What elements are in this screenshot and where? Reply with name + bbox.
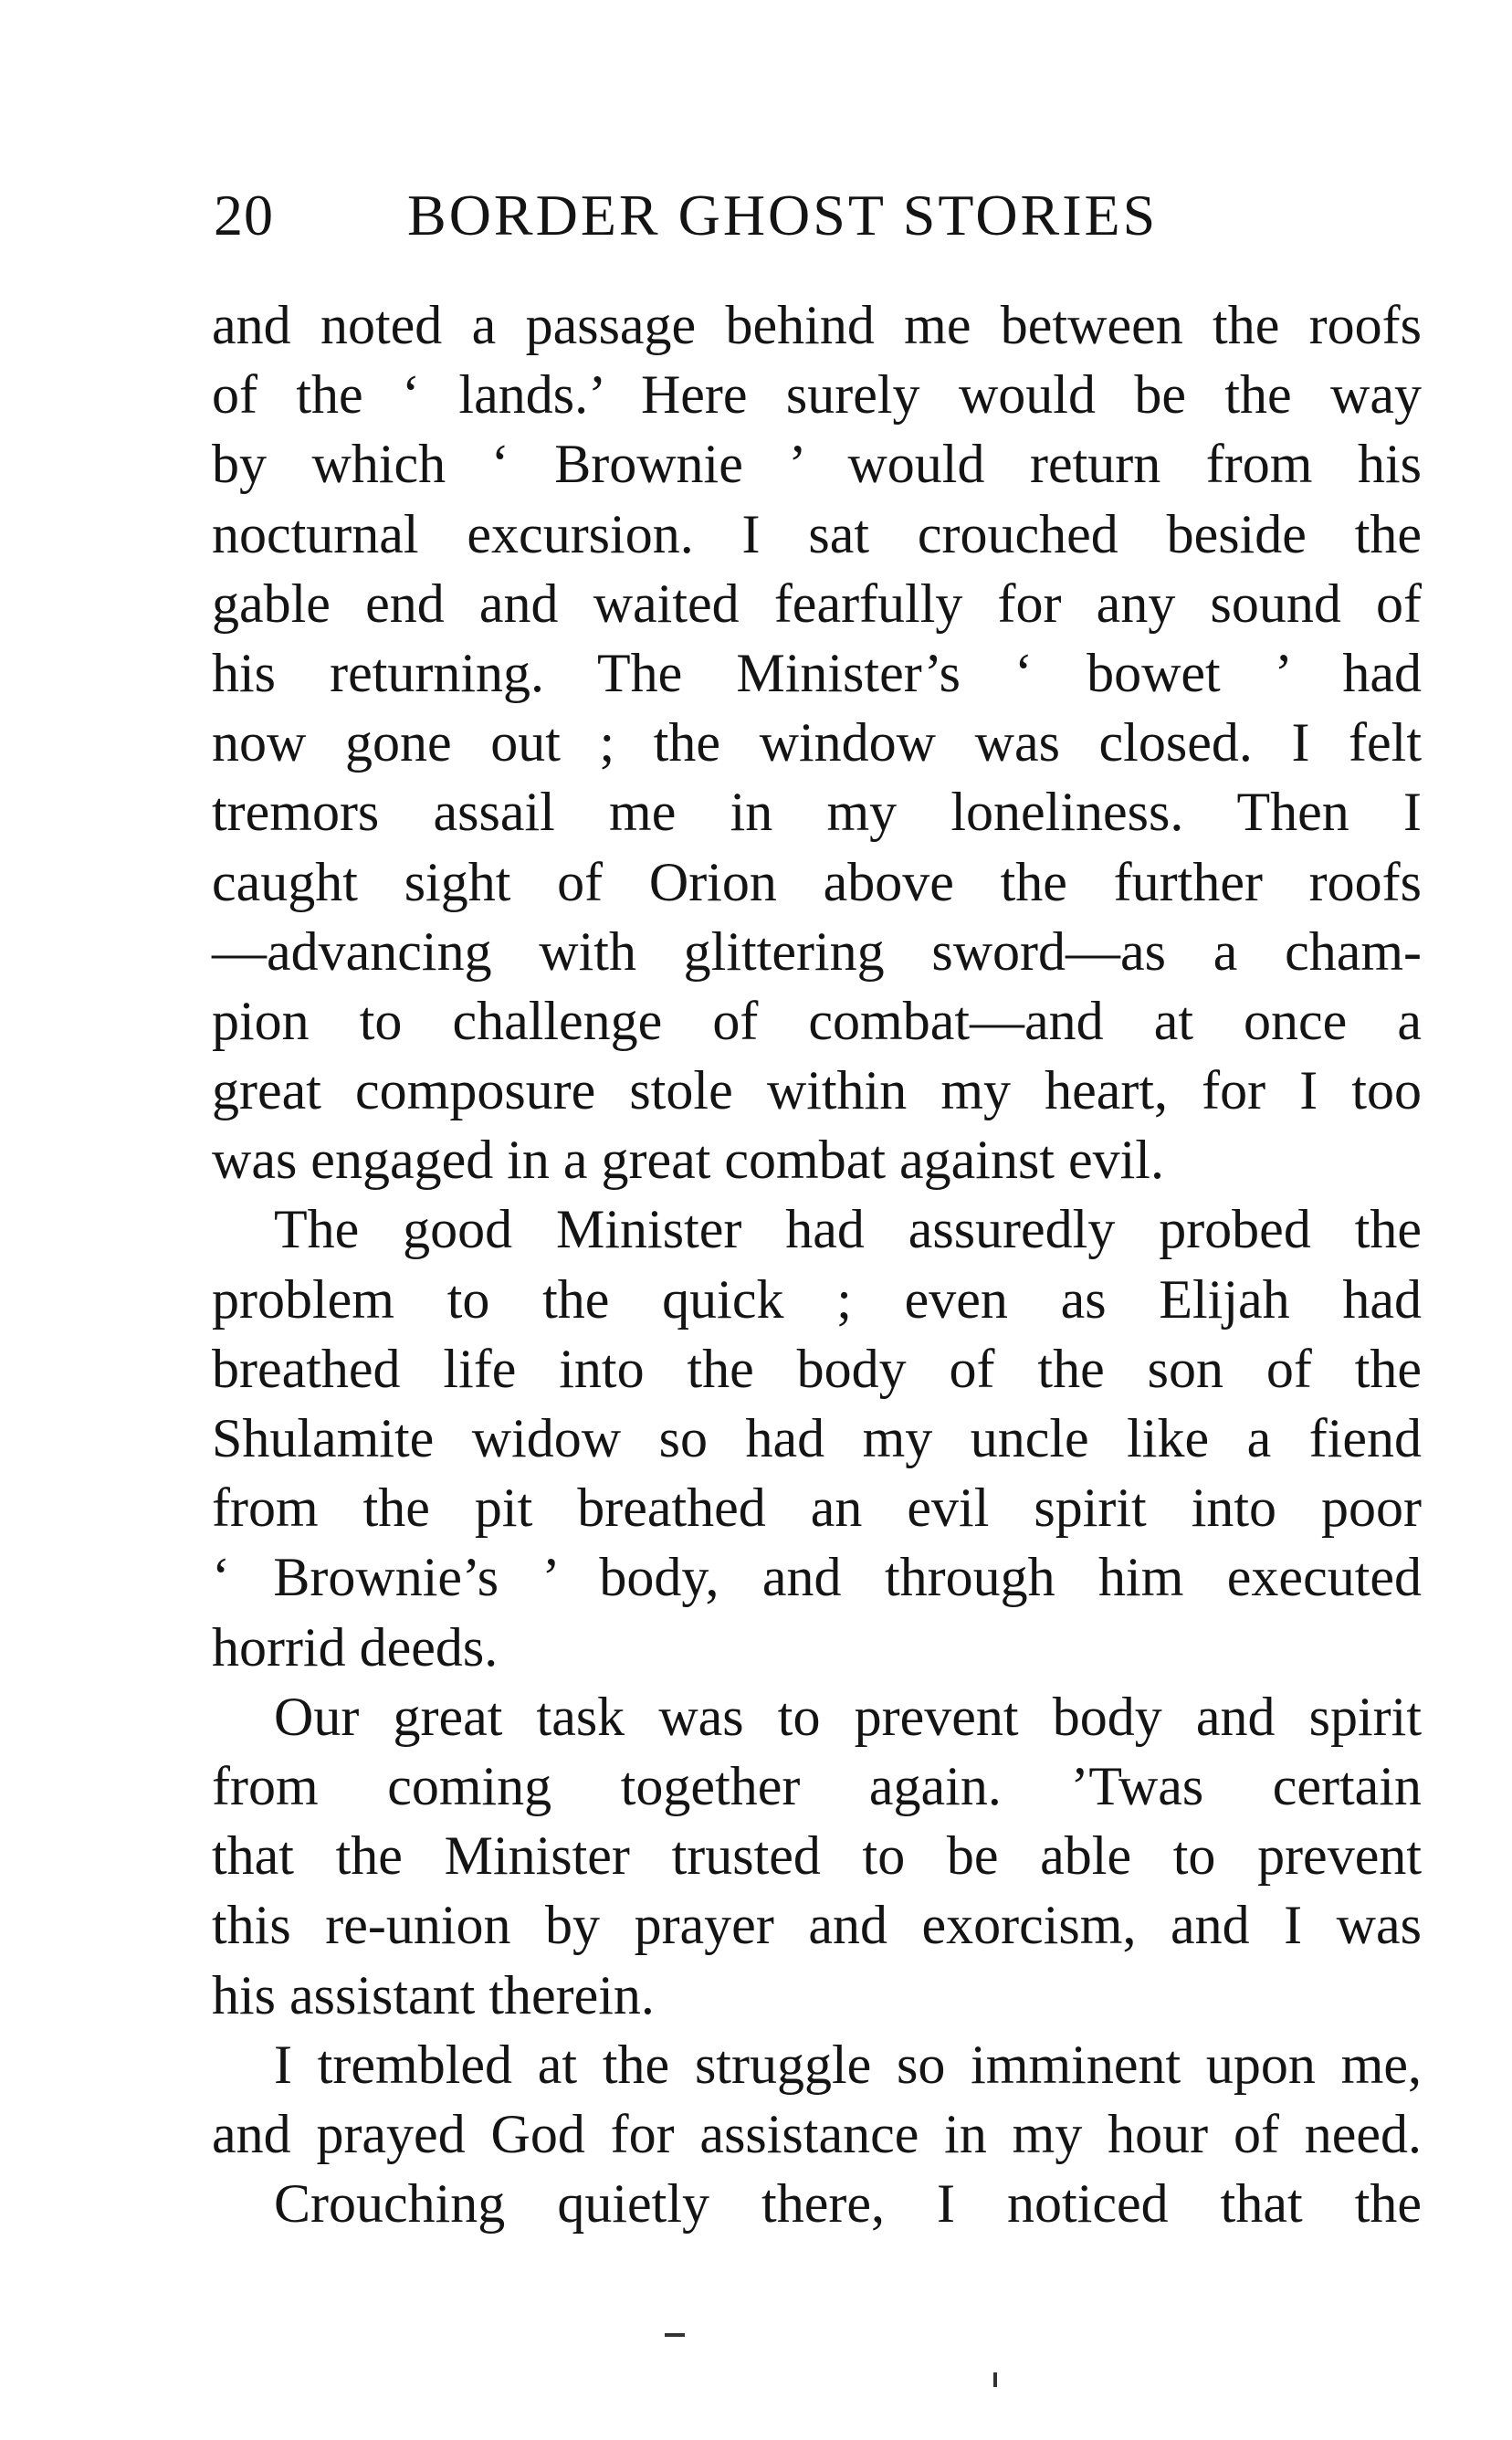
text-line: The good Minister had assuredly probed the [274, 1199, 1422, 1260]
text-line: —advancing with glittering sword—as a cham- [212, 920, 1422, 982]
text-line: I trembled at the struggle so imminent upon me, [274, 2034, 1422, 2095]
text-line: of the ‘ lands.’ Here surely would be the way [212, 364, 1422, 426]
paragraph-3 [212, 1682, 1422, 2030]
paragraph-2 [212, 1194, 1422, 1681]
body-text [212, 290, 1422, 2238]
paragraph-1 [212, 290, 1422, 1194]
text-line: Our great task was to prevent body and spirit [274, 1686, 1422, 1747]
text-line: ‘ Brownie’s ’ body, and through him executed [212, 1547, 1422, 1608]
text-line: by which ‘ Brownie ’ would return from his [212, 434, 1422, 495]
text-line: from the pit breathed an evil spirit into poor [212, 1478, 1422, 1539]
text-line: his assistant therein. [212, 1964, 655, 2025]
text-line: gable end and waited fearfully for any sound of [212, 573, 1422, 634]
text-line: breathed life into the body of the son of the [212, 1338, 1422, 1399]
text-line: and prayed God for assistance in my hour of need. [212, 2103, 1422, 2164]
text-line: horrid deeds. [212, 1616, 499, 1678]
print-mark [993, 2372, 997, 2387]
text-line: and noted a passage behind me between the roofs [212, 295, 1422, 355]
text-line: nocturnal excursion. I sat crouched beside the [212, 503, 1422, 564]
text-line: from coming together again. ’Twas certain [212, 1755, 1422, 1816]
text-line: Crouching quietly there, I noticed that the [274, 2173, 1422, 2235]
page-number: 20 [214, 183, 274, 247]
running-title: BORDER GHOST STORIES [407, 183, 1159, 247]
book-page [212, 0, 1422, 2440]
text-line: that the Minister trusted to be able to prevent [212, 1825, 1422, 1887]
text-line: Shulamite widow so had my uncle like a fiend [212, 1408, 1422, 1468]
text-line: now gone out ; the window was closed. I felt [212, 712, 1422, 773]
paragraph-4 [212, 2030, 1422, 2169]
text-line: this re-union by prayer and exorcism, and I was [212, 1895, 1422, 1956]
text-line: caught sight of Orion above the further roofs [212, 851, 1422, 912]
text-line: tremors assail me in my loneliness. Then I [212, 782, 1422, 843]
text-line: pion to challenge of combat—and at once a [212, 990, 1422, 1051]
text-line: his returning. The Minister’s ‘ bowet ’ had [212, 642, 1422, 703]
running-head [212, 179, 1422, 252]
text-line: was engaged in a great combat against evil. [212, 1130, 1164, 1191]
print-mark [665, 2333, 685, 2337]
paragraph-5 [212, 2169, 1422, 2238]
text-line: problem to the quick ; even as Elijah had [212, 1268, 1422, 1330]
text-line: great composure stole within my heart, for I too [212, 1060, 1422, 1121]
